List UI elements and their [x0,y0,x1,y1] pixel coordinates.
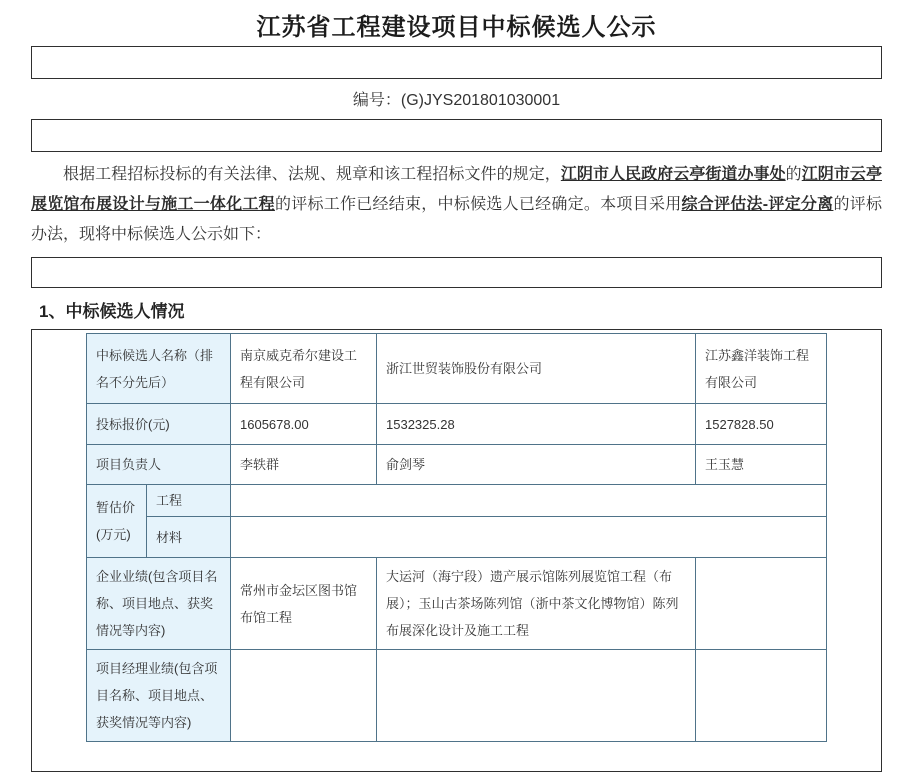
table-row-price [87,404,827,445]
cell-bid-price-2: 1532325.28 [377,404,696,445]
cell-estimate-material-value [231,517,827,558]
cell-project-manager-2: 俞剑琴 [377,445,696,485]
label-company-performance: 企业业绩(包含项目名称、项目地点、获奖情况等内容) [87,558,231,650]
empty-box-2 [31,119,882,152]
section-heading-candidates: 1、中标候选人情况 [39,302,185,321]
table-row-name [87,334,827,404]
candidates-table [86,333,827,742]
label-manager-performance: 项目经理业绩(包含项目名称、项目地点、获奖情况等内容) [87,650,231,742]
cell-manager-performance-2 [377,650,696,742]
candidates-section-box [31,329,882,772]
document-page [31,7,882,772]
intro-emphasis-tenderer: 江阴市人民政府云亭街道办事处 [560,166,786,183]
page-title: 江苏省工程建设项目中标候选人公示 [256,14,657,41]
cell-company-performance-1: 常州市金坛区图书馆布馆工程 [231,558,377,650]
cell-estimate-project-value [231,485,827,517]
cell-project-manager-1: 李轶群 [231,445,377,485]
empty-box-1 [31,46,882,79]
intro-text-1: 根据工程招标投标的有关法律、法规、规章和该工程招标文件的规定， [63,166,561,183]
table-row-estimate-material [87,517,827,558]
cell-company-performance-3 [696,558,827,650]
label-project-manager: 项目负责人 [87,445,231,485]
intro-paragraph [31,160,882,250]
intro-emphasis-method: 综合评估法-评定分离 [681,196,834,213]
label-candidate-name: 中标候选人名称（排名不分先后） [87,334,231,404]
cell-company-performance-2: 大运河（海宁段）遗产展示馆陈列展览馆工程（布展）；玉山古茶场陈列馆（浙中茶文化博物馆）陈列布展深化设计及施工工程 [377,558,696,650]
intro-emphasis-project: 江阴市云亭展览馆布展设计与施工一体化工程 [31,166,882,213]
cell-manager-performance-1 [231,650,377,742]
label-bid-price: 投标报价(元) [87,404,231,445]
intro-text-2: 的 [785,166,802,183]
label-estimate-price: 暂估价(万元) [87,485,147,558]
label-estimate-sub-project: 工程 [147,485,231,517]
cell-bid-price-3: 1527828.50 [696,404,827,445]
document-number: 编号：(G)JYS201801030001 [352,92,561,109]
table-row-company-performance [87,558,827,650]
label-estimate-sub-material: 材料 [147,517,231,558]
cell-project-manager-3: 王玉慧 [696,445,827,485]
cell-candidate-name-3: 江苏鑫洋装饰工程有限公司 [696,334,827,404]
table-row-manager-performance [87,650,827,742]
cell-manager-performance-3 [696,650,827,742]
empty-box-3 [31,257,882,288]
table-row-manager [87,445,827,485]
cell-candidate-name-1: 南京威克希尔建设工程有限公司 [231,334,377,404]
cell-candidate-name-2: 浙江世贸装饰股份有限公司 [377,334,696,404]
intro-text-4: 的评标办法，现将中标候选人公示如下： [31,196,882,243]
table-row-estimate-project [87,485,827,517]
cell-bid-price-1: 1605678.00 [231,404,377,445]
intro-text-3: 的评标工作已经结束，中标候选人已经确定。本项目采用 [274,196,682,213]
